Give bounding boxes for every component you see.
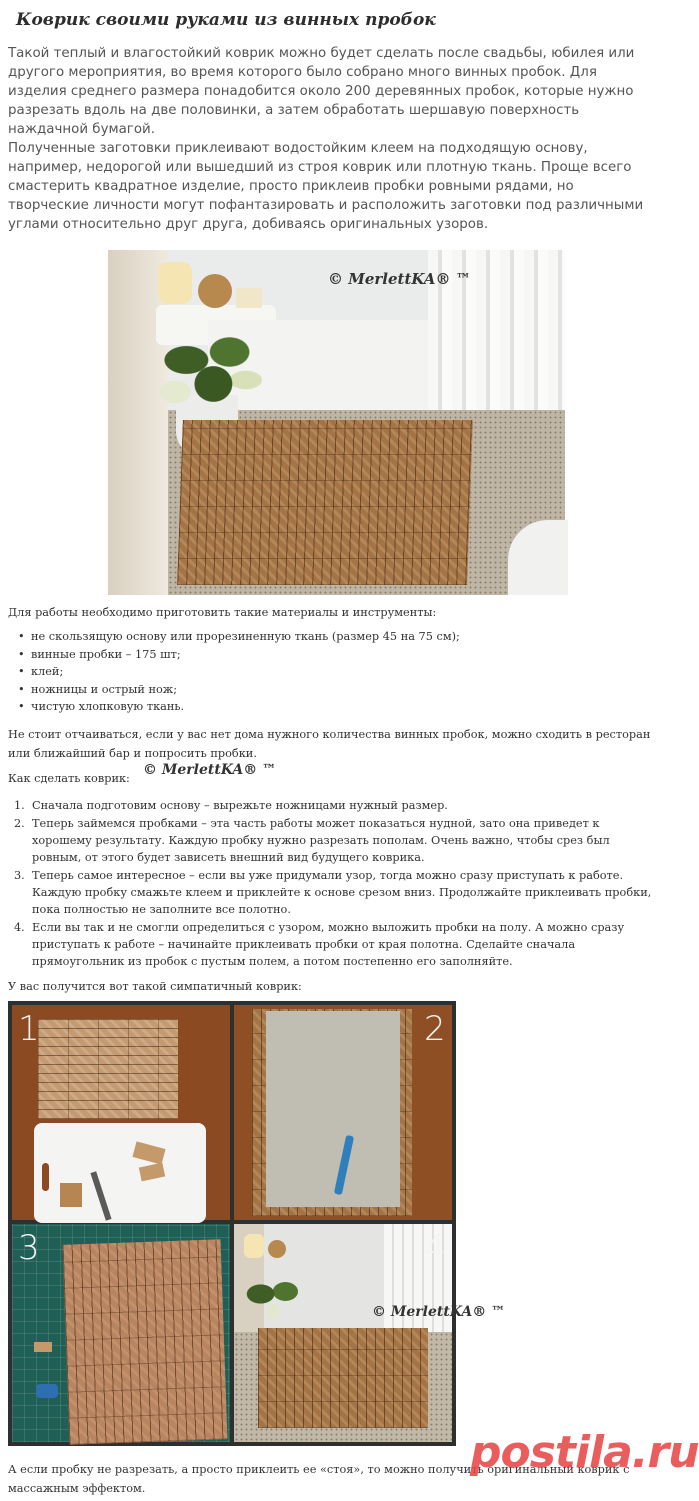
step-text: Если вы так и не смогли определиться с узором, можно выложить пробки на полу. А можно сразу приступать к работе – начинайте приклеивать пробки от края полотна. Сделайте сначала прямоугольник из пробок с пустым полем, а потом постепенно его заполняйте. bbox=[32, 921, 625, 968]
panel-label-3: 3 bbox=[18, 1228, 40, 1268]
watermark-photo: © MerlettKA® ™ bbox=[328, 270, 471, 288]
footer-paragraph: А если пробку не разрезать, а просто приклеить ее «стоя», то можно получить оригинальный коврик с массажным эффектом. bbox=[8, 1463, 630, 1495]
tip-paragraph: Не стоит отчаиваться, если у вас нет дома нужного количества винных пробок, можно сходить в ресторан или ближайший бар и попросить пробки. bbox=[8, 728, 651, 760]
collage-panel-3 bbox=[12, 1224, 230, 1442]
materials-intro: Для работы необходимо приготовить такие материалы и инструменты: bbox=[8, 606, 437, 619]
step-number: 3. bbox=[14, 869, 25, 882]
watermark-collage: © MerlettKA® ™ bbox=[372, 1304, 506, 1320]
steps-collage bbox=[8, 1001, 456, 1446]
postila-logo bbox=[470, 1428, 699, 1478]
list-item: • клей; bbox=[18, 663, 460, 681]
logo-text: postila.ru bbox=[470, 1427, 699, 1478]
step-item-4 bbox=[14, 919, 654, 970]
panel-label-1: 1 bbox=[18, 1009, 40, 1049]
step-text: Теперь займемся пробками – эта часть работы может показаться нудной, зато она приведет к хорошему результату. Каждую пробку нужно разрезать пополам. Очень важно, чтобы срез был ровным, от этого будет зависеть внешний вид будущего коврика. bbox=[32, 817, 610, 864]
watermark-text: © MerlettKA® ™ bbox=[143, 762, 277, 778]
panel-label-2: 2 bbox=[424, 1009, 446, 1049]
list-item: • не скользящую основу или прорезиненную ткань (размер 45 на 75 см); bbox=[18, 628, 460, 646]
how-to-heading: Как сделать коврик: bbox=[8, 772, 130, 785]
intro-paragraph-2: Полученные заготовки приклеивают водостойким клеем на подходящую основу, например, недорогой или вышедший из строя коврик или плотную ткань. Проще всего смастерить квадратное изделие, просто приклеив пробки ровными рядами, но творческие личности могут пофантазировать и расположить заготовки под различными углами относительно друг друга, добиваясь оригинальных узоров. bbox=[8, 141, 644, 232]
steps-list bbox=[14, 797, 654, 971]
step-item-3 bbox=[14, 867, 654, 918]
step-item-2 bbox=[14, 815, 654, 866]
list-item: • чистую хлопковую ткань. bbox=[18, 698, 460, 716]
step-item-1 bbox=[14, 797, 654, 814]
step-text: Сначала подготовим основу – вырежьте ножницами нужный размер. bbox=[32, 799, 448, 812]
materials-list bbox=[18, 628, 460, 716]
step-text: Теперь самое интересное – если вы уже придумали узор, тогда можно сразу приступать к работе. Каждую пробку смажьте клеем и приклейте к основе срезом вниз. Продолжайте приклеивать пробки, пока полностью не заполните все полотно. bbox=[32, 869, 652, 916]
collage-panel-1 bbox=[12, 1005, 230, 1220]
panel-label-4: 4 bbox=[424, 1228, 446, 1268]
article-title: Коврик своими руками из винных пробок bbox=[16, 10, 436, 30]
step-number: 1. bbox=[14, 799, 25, 812]
intro-paragraph-1: Такой теплый и влагостойкий коврик можно будет сделать после свадьбы, юбилея или другого мероприятия, во время которого было собрано много винных пробок. Для изделия среднего размера понадобится около 200 деревянных пробок, которые нужно разрезать вдоль на две половинки, а затем обработать шершавую поверхность наждачной бумагой. bbox=[8, 46, 635, 137]
collage-panel-4 bbox=[234, 1224, 452, 1442]
list-item: • винные пробки – 175 шт; bbox=[18, 646, 460, 664]
result-caption: У вас получится вот такой симпатичный коврик: bbox=[8, 980, 302, 993]
collage-panel-2 bbox=[234, 1005, 452, 1220]
list-item: • ножницы и острый нож; bbox=[18, 681, 460, 699]
step-number: 2. bbox=[14, 817, 25, 830]
cork-mat-photo bbox=[108, 250, 565, 595]
step-number: 4. bbox=[14, 921, 25, 934]
